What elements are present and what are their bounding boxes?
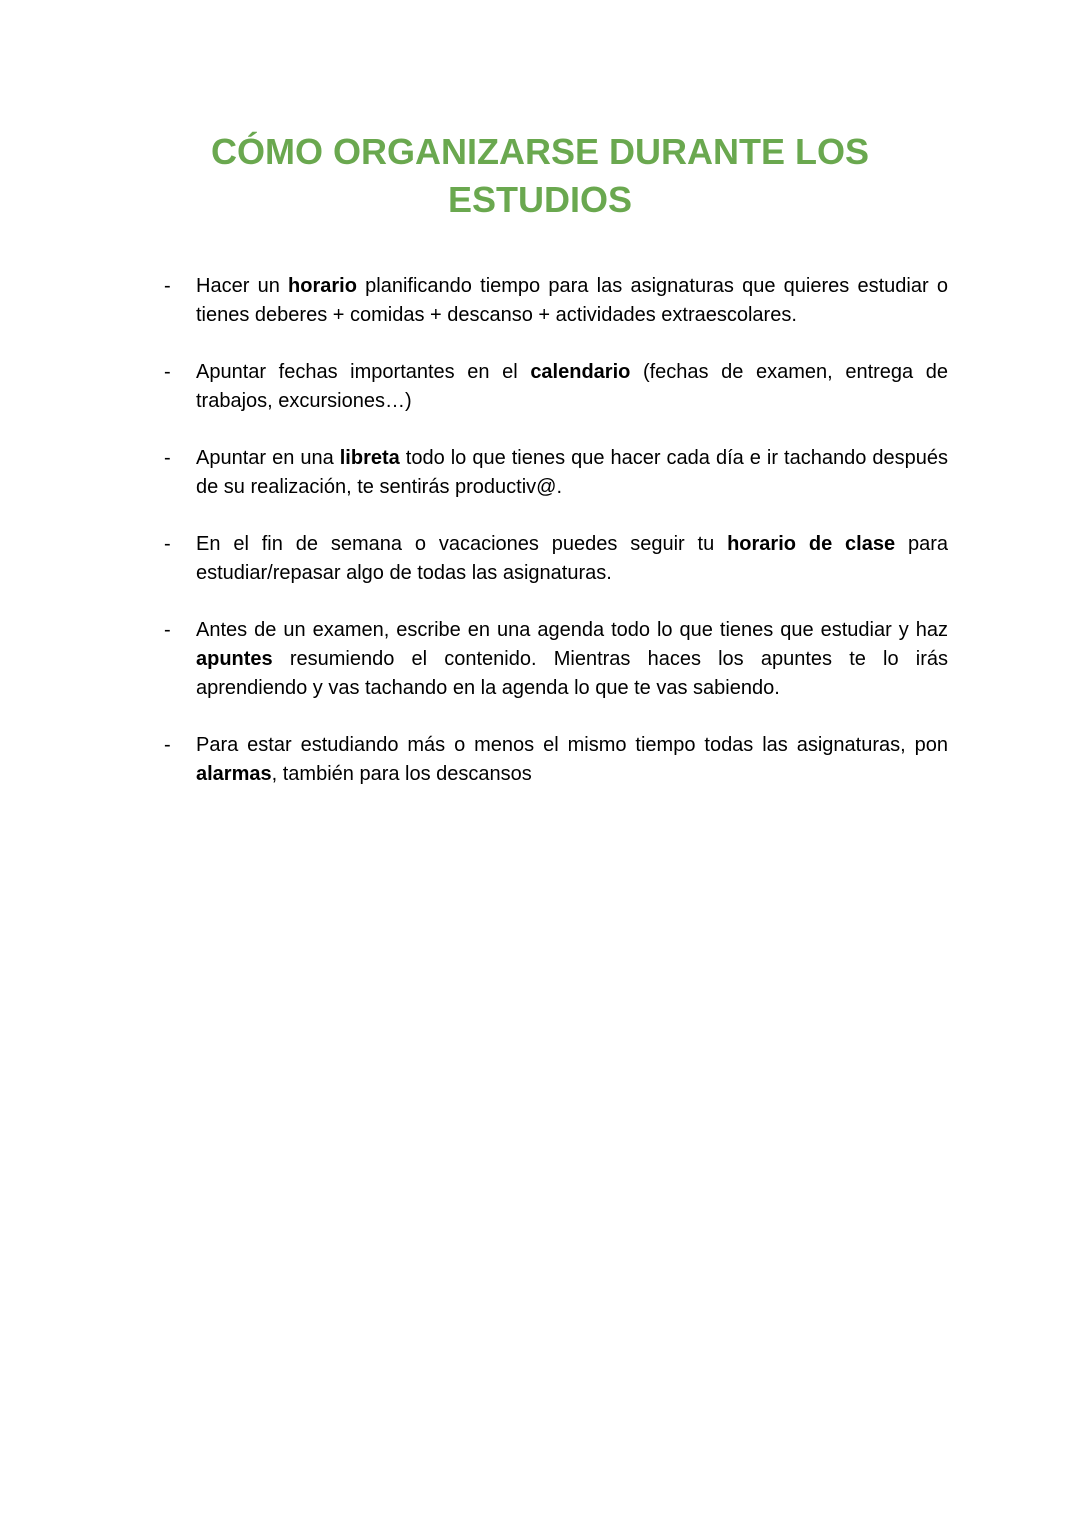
- bullet-dash: -: [164, 361, 171, 384]
- list-item: [160, 731, 948, 788]
- item-text: En el fin de semana o vacaciones puedes seguir tu: [196, 533, 728, 556]
- item-text: resumiendo el contenido. Mientras haces los apuntes te lo irás aprendiendo y vas tachando en la agenda lo que te vas sabiendo.: [196, 648, 948, 699]
- title-line-1: CÓMO ORGANIZARSE DURANTE LOS: [210, 131, 869, 172]
- item-keyword: apuntes: [196, 648, 273, 671]
- item-text: , también para los descansos: [271, 762, 532, 785]
- item-keyword: libreta: [339, 447, 400, 470]
- item-text: planificando tiempo para las asignaturas que quieres estudiar o tienes deberes + comidas + descanso + actividades extraescolares.: [196, 275, 948, 326]
- list-item: [160, 530, 948, 587]
- page-title: [140, 128, 940, 224]
- item-text: Apuntar en una: [196, 447, 340, 470]
- bullet-dash: -: [164, 619, 171, 642]
- bullet-dash: -: [164, 275, 171, 297]
- item-text: (fechas de examen, entrega de trabajos, excursiones…): [196, 361, 949, 412]
- tips-list: [160, 272, 948, 817]
- title-line-2: ESTUDIOS: [447, 179, 633, 220]
- list-item: [160, 616, 948, 702]
- list-item: [160, 272, 948, 329]
- item-text: Hacer un: [196, 275, 289, 297]
- item-text: para estudiar/repasar algo de todas las asignaturas.: [196, 533, 948, 584]
- item-keyword: alarmas: [196, 762, 272, 785]
- item-text: todo lo que tienes que hacer cada día e ir tachando después de su realización, te sentirás productiv@.: [196, 447, 948, 498]
- item-text: Para estar estudiando más o menos el mismo tiempo todas las asignaturas, pon: [196, 734, 948, 757]
- list-item: [160, 358, 948, 415]
- item-text: Antes de un examen, escribe en una agenda todo lo que tienes que estudiar y haz: [196, 619, 948, 642]
- item-keyword: horario de clase: [727, 533, 896, 556]
- item-keyword: horario: [288, 275, 357, 297]
- item-text: Apuntar fechas importantes en el: [196, 361, 531, 384]
- list-item: [160, 444, 948, 501]
- bullet-dash: -: [164, 447, 171, 470]
- bullet-dash: -: [164, 734, 171, 757]
- item-keyword: calendario: [530, 361, 631, 384]
- bullet-dash: -: [164, 533, 171, 556]
